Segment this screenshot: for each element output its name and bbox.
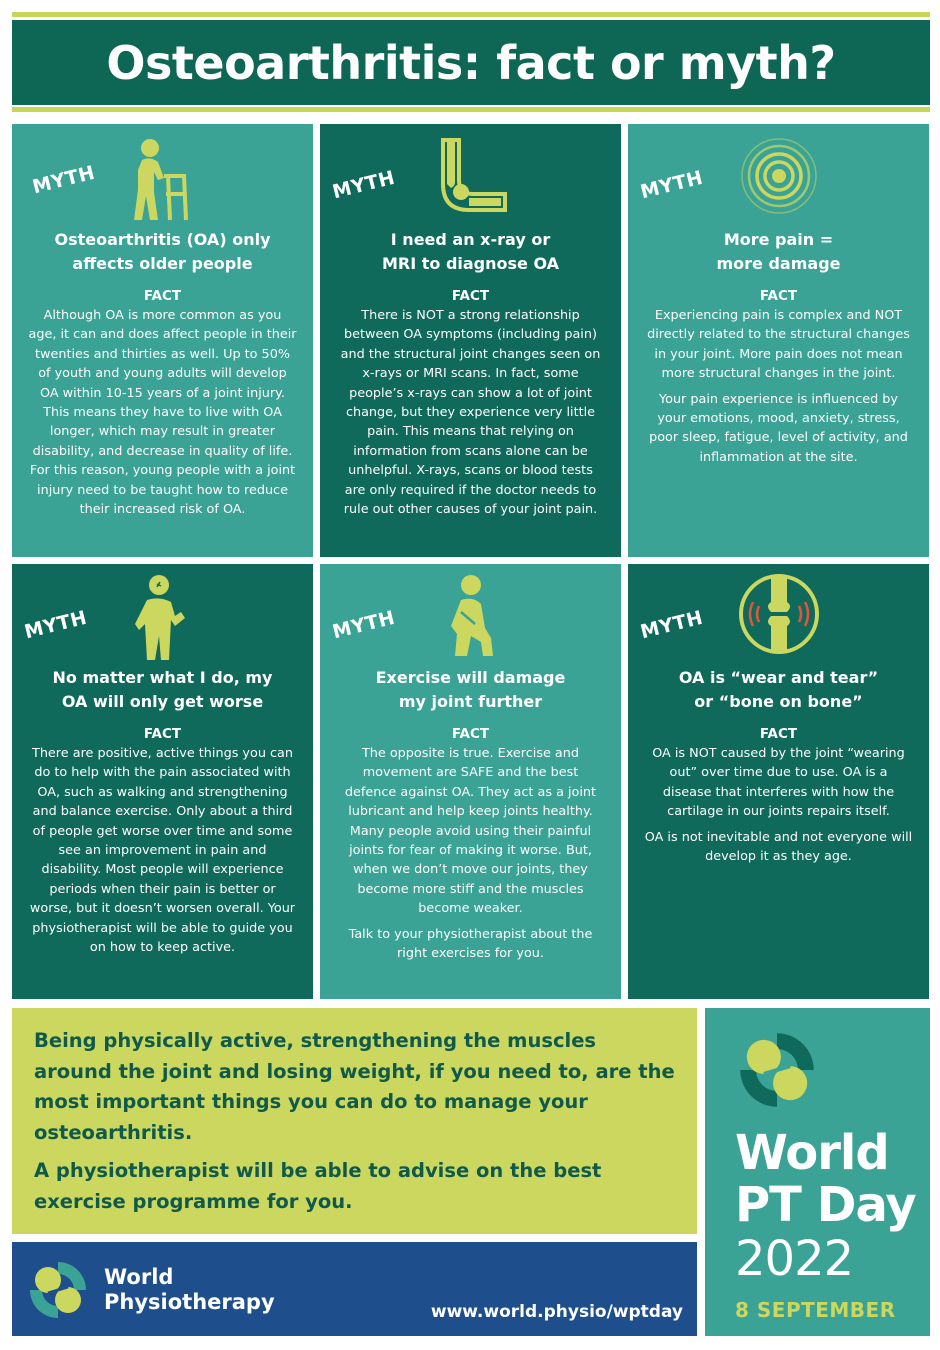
card-title-line: No matter what I do, my: [52, 668, 273, 687]
world-pt-day-panel: [705, 1008, 930, 1336]
fact-label: FACT: [759, 288, 798, 304]
fact-text: OA is not inevitable and not everyone will develop it as they age.: [644, 829, 913, 865]
myth-label: MYTH: [22, 606, 90, 644]
myth-card-wear-tear: [628, 564, 929, 999]
myth-card-pain-damage: [628, 124, 929, 557]
card-title-line: Exercise will damage: [375, 668, 566, 687]
fact-text: There is NOT a strong relationship between OA symptoms (including pain) and the structural joint changes seen on x-rays or MRI scans. In fact, some people’s x-rays can show a lot of joint change, but they experience very little pain. This means that relying on information from scans alone can be unhelpful. X-rays, scans or blood tests are only required if the doctor needs to rule out other causes of your joint pain.: [340, 308, 601, 518]
card-title-line: my joint further: [398, 692, 543, 711]
fact-text: The opposite is true. Exercise and movement are SAFE and the best defence against OA. They act as a joint lubricant and help keep joints healthy. Many people avoid using their painful joints for fear of making it worse. But, when we don’t move our joints, they become more stiff and the muscles become weaker.: [344, 746, 597, 917]
card-title-line: OA will only get worse: [61, 692, 264, 711]
key-message: Being physically active, strengthening the muscles around the joint and losing weight, if you need to, are the most important things you can do to manage your osteoarthritis.: [34, 1029, 675, 1144]
key-message: A physiotherapist will be able to advise on the best exercise programme for you.: [34, 1159, 602, 1213]
myth-label: MYTH: [638, 166, 706, 204]
world-pt-day-logo-icon: [735, 1028, 819, 1112]
header-accent-line: [12, 107, 930, 112]
card-title-line: MRI to diagnose OA: [381, 254, 560, 273]
myth-label: MYTH: [330, 166, 398, 204]
pt-day-year: 2022: [735, 1231, 854, 1287]
fact-label: FACT: [759, 726, 798, 742]
myth-card-worse: [12, 564, 313, 999]
card-title-line: Osteoarthritis (OA) only: [54, 230, 271, 249]
knee-joint-icon: [737, 572, 821, 656]
key-message-panel: [12, 1008, 697, 1234]
myth-card-older-people: [12, 124, 313, 557]
card-title-line: OA is “wear and tear”: [678, 668, 879, 687]
card-title-line: affects older people: [72, 254, 253, 273]
card-title-line: More pain =: [723, 230, 834, 249]
fact-text: There are positive, active things you can do to help with the pain associated with OA, such as walking and strengthening and balance exercise. Only about a third of people get worse over time and some see an improvement in pain and disability. Most people will experience periods when their pain is better or worse, but it doesn’t worsen overall. Your physiotherapist will be able to guide you on how to keep active.: [29, 746, 296, 956]
org-name-line: World: [104, 1265, 174, 1289]
fact-label: FACT: [143, 288, 182, 304]
org-name: [104, 1265, 275, 1315]
walker-icon: [128, 134, 198, 222]
fact-text: OA is NOT caused by the joint “wearing out” over time due to use. OA is a disease that interferes with how the cartilage in our joints repairs itself.: [652, 746, 905, 820]
fact-text: Although OA is more common as you age, it can and does affect people in their twenties and thirties as well. Up to 50% of youth and young adults will develop OA within 10-15 years of a joint injury. This means they have to live with OA longer, which may result in greater disability, and decrease in quality of life. For this reason, young people with a joint injury need to be taught how to reduce their increased risk of OA.: [28, 308, 297, 518]
page-title: Osteoarthritis: fact or myth?: [106, 35, 836, 90]
fact-text: Talk to your physiotherapist about the right exercises for you.: [348, 926, 593, 962]
person-squatting-icon: [441, 572, 501, 662]
fact-label: FACT: [143, 726, 182, 742]
myth-label: MYTH: [638, 606, 706, 644]
pt-day-title: PT Day: [735, 1177, 916, 1233]
fact-label: FACT: [451, 726, 490, 742]
person-back-pain-icon: [133, 572, 193, 662]
myth-card-xray: [320, 124, 621, 557]
card-title-line: or “bone on bone”: [694, 692, 863, 711]
myth-card-exercise: [320, 564, 621, 999]
footer-bar: [12, 1242, 697, 1336]
fact-text: Your pain experience is influenced by your emotions, mood, anxiety, stress, poor sleep, fatigue, level of activity, and inflammation at the site.: [649, 391, 908, 465]
website-link[interactable]: www.world.physio/wptday: [430, 1302, 683, 1322]
pain-target-icon: [739, 136, 819, 216]
world-physiotherapy-logo-icon: [26, 1258, 90, 1322]
org-name-line: Physiotherapy: [104, 1290, 275, 1314]
card-title-line: more damage: [716, 254, 841, 273]
top-accent-line: [12, 12, 930, 17]
page-header: [12, 20, 930, 105]
fact-text: Experiencing pain is complex and NOT directly related to the structural changes in your joint. More pain does not mean more structural changes in the joint.: [647, 308, 910, 382]
pt-day-title: World: [735, 1125, 889, 1181]
myth-label: MYTH: [330, 606, 398, 644]
card-title-line: I need an x-ray or: [390, 230, 551, 249]
elbow-joint-icon: [433, 134, 509, 218]
fact-label: FACT: [451, 288, 490, 304]
myth-label: MYTH: [30, 161, 98, 199]
pt-day-date: 8 SEPTEMBER: [735, 1298, 896, 1322]
